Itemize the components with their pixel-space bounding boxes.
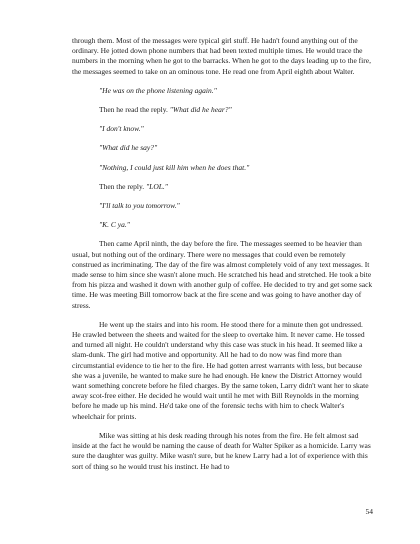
paragraph: Then came April ninth, the day before the fire. The messages seemed to be heavier than usual, but nothing out of the ordinary. There were no messages that could even be remotely construed as incriminating. The day of the fire was almost completely void of any text messages. It made sense to him since she wasn't alone much. He scratched his head and stretched. He took a bite from his pizza and washed it down with another gulp of coffee. He decided to try and get some sack time. He was meeting Bill tomorrow back at the fire scene and was going to have another day of stress. [72,239,373,310]
paragraph: through them. Most of the messages were typical girl stuff. He hadn't found anything out of the ordinary. He jotted down phone numbers that had been texted multiple times. He would trace the numbers in the morning when he got to the barracks. When he got to the days leading up to the fire, the messages seemed to take on an ominous tone. He read one from April eighth about Walter. [72,36,371,76]
quote: "What did he hear?" [169,105,232,115]
dialog-line: "What did he say?" [99,143,158,153]
page-body [72,36,373,472]
paragraph: Mike was sitting at his desk reading through his notes from the fire. He felt almost sad inside at the fact he would be naming the cause of death for Walter Spiker as a homicide. Larry was sure the daughter was guilty. Mike wasn't sure, but he knew Larry had a lot of experience with this sort of thing so he would trust his instinct. He had to [72,430,371,471]
dialog-line: "Nothing, I could just kill him when he does that." [99,162,250,172]
dialog-line: "I'll talk to you tomorrow." [99,201,180,211]
dialog-line: "K. C ya." [99,220,130,230]
dialog-line [99,105,373,115]
page-number: 54 [365,507,373,516]
narration: Then he read the reply. [99,105,170,115]
paragraph: He went up the stairs and into his room. He stood there for a minute then got undressed. He crawled between the sheets and waited for the sleep to overtake him. It never came. He tossed and turned all night. He couldn't understand why this case was stuck in his head. It seemed like a slam-dunk. The girl had motive and opportunity. All he had to do now was find more than circumstantial evidence to tie her to the fire. He had gotten arrest warrants with less, but because she was a juvenile, he wanted to make sure he had enough. He knew the District Attorney would want something concrete before he filed charges. By the same token, Larry didn't want her to skate away scot-free either. He decided he would wait until he met with Bill Reynolds in the morning before he made up his mind. He'd take one of the forensic techs with him to check Walter's wheelchair for prints. [72,319,369,421]
narration: Then the reply. [99,181,146,191]
dialog-line [99,182,373,192]
quote: "LOL." [146,181,168,191]
dialog-line: "I don't know." [99,124,144,134]
dialog-line: "He was on the phone listening again." [99,85,217,95]
